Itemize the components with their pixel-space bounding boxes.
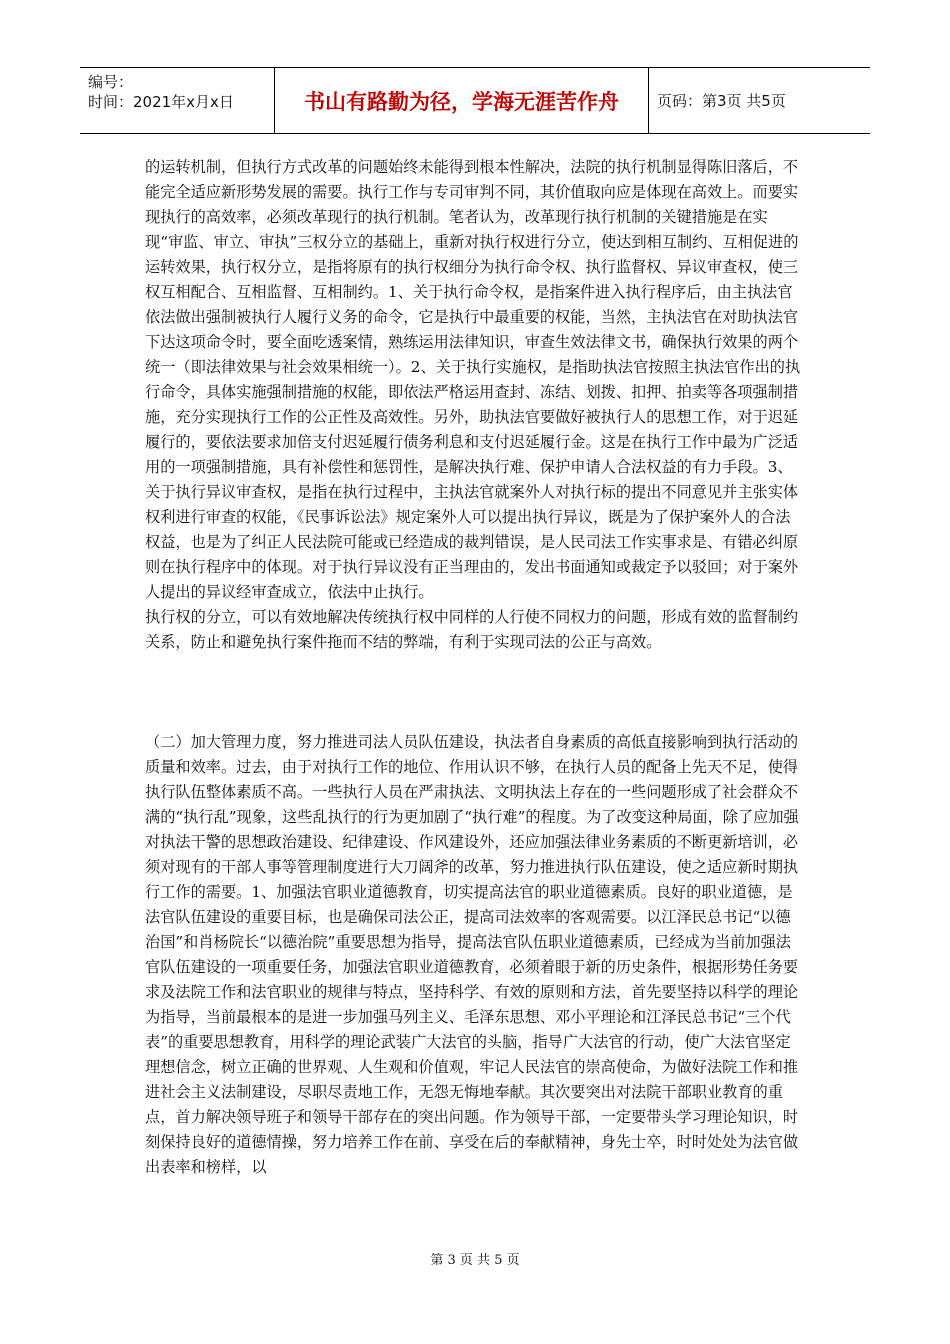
page-header: [80, 67, 870, 134]
page-footer: 第 3 页 共 5 页: [430, 1253, 520, 1268]
paragraph-spacer: [145, 655, 801, 730]
document-number-label: 编号：: [88, 73, 134, 91]
header-motto: 书山有路勤为径，学海无涯苦作舟: [275, 68, 649, 133]
document-body: [145, 155, 801, 1180]
paragraph-execution-power-split: 执行权的分立，可以有效地解决传统执行权中同样的人行使不同权力的问题，形成有效的监督制约关系，防止和避免执行案件拖而不结的弊端，有利于实现司法的公正与高效。: [145, 608, 799, 651]
header-meta: [80, 68, 275, 133]
paragraph-execution-mechanism: 的运转机制，但执行方式改革的问题始终未能得到根本性解决，法院的执行机制显得陈旧落后，不能完全适应新形势发展的需要。执行工作与专司审判不同，其价值取向应是体现在高效上。而要实现执行的高效率，必须改革现行的执行机制。笔者认为，改革现行执行机制的关键措施是在实现“审监、审立、审执”三权分立的基础上，重新对执行权进行分立，使达到相互制约、互相促进的运转效果，执行权分立，是指将原有的执行权细分为执行命令权、执行监督权、异议审查权，使三权互相配合、互相监督、互相制约。1、关于执行命令权，是指案件进入执行程序后，由主执法官依法做出强制被执行人履行义务的命令，它是执行中最重要的权能，当然，主执法官在对助执法官下达这项命令时，要全面吃透案情，熟练运用法律知识，审查生效法律文书，确保执行效果的两个统一（即法律效果与社会效果相统一）。2、关于执行实施权，是指助执法官按照主执法官作出的执行命令，具体实施强制措施的权能，即依法严格运用查封、冻结、划拨、扣押、拍卖等各项强制措施，充分实现执行工作的公正性及高效性。另外，助执法官要做好被执行人的思想工作，对于迟延履行的，要依法要求加倍支付迟延履行债务利息和支付迟延履行金。这是在执行工作中最为广泛适用的一项强制措施，具有补偿性和惩罚性，是解决执行难、保护申请人合法权益的有力手段。3、关于执行异议审查权，是指在执行过程中，主执法官就案外人对执行标的提出不同意见并主张实体权利进行审查的权能，《民事诉讼法》规定案外人可以提出执行异议，既是为了保护案外人的合法权益，也是为了纠正人民法院可能或已经造成的裁判错误，是人民司法工作实事求是、有错必纠原则在执行程序中的体现。对于执行异议没有正当理由的，发出书面通知或裁定予以驳回；对于案外人提出的异议经审查成立，依法中止执行。: [145, 158, 801, 601]
document-date-label: 时间：2021年x月x日: [88, 93, 234, 111]
header-page-number: 页码：第3页 共5页: [657, 92, 786, 110]
paragraph-team-building: （二）加大管理力度，努力推进司法人员队伍建设，执法者自身素质的高低直接影响到执行活动的质量和效率。过去，由于对执行工作的地位、作用认识不够，在执行人员的配备上先天不足，使得执行队伍整体素质不高。一些执行人员在严肃执法、文明执法上存在的一些问题形成了社会群众不满的“执行乱”现象，这些乱执行的行为更加剧了“执行难”的程度。为了改变这种局面，除了应加强对执法干警的思想政治建设、纪律建设、作风建设外，还应加强法律业务素质的不断更新培训，必须对现有的干部人事等管理制度进行大刀阔斧的改革，努力推进执行队伍建设，使之适应新时期执行工作的需要。1、加强法官职业道德教育，切实提高法官的职业道德素质。良好的职业道德，是法官队伍建设的重要目标，也是确保司法公正，提高司法效率的客观需要。以江泽民总书记“以德治国”和肖杨院长“以德治院”重要思想为指导，提高法官队伍职业道德素质，已经成为当前加强法官队伍建设的一项重要任务，加强法官职业道德教育，必须着眼于新的历史条件，根据形势任务要求及法院工作和法官职业的规律与特点，坚持科学、有效的原则和方法，首先要坚持以科学的理论为指导，当前最根本的是进一步加强马列主义、毛泽东思想、邓小平理论和江泽民总书记“三个代表”的重要思想教育，用科学的理论武装广大法官的头脑，指导广大法官的行动，使广大法官坚定理想信念，树立正确的世界观、人生观和价值观，牢记人民法官的崇高使命，为做好法院工作和推进社会主义法制建设，尽职尽责地工作，无怨无悔地奉献。其次要突出对法院干部职业教育的重点，首力解决领导班子和领导干部存在的突出问题。作为领导干部，一定要带头学习理论知识，时刻保持良好的道德情操，努力培养工作在前、享受在后的奉献精神，身先士卒，时时处处为法官做出表率和榜样，以: [145, 733, 799, 1176]
